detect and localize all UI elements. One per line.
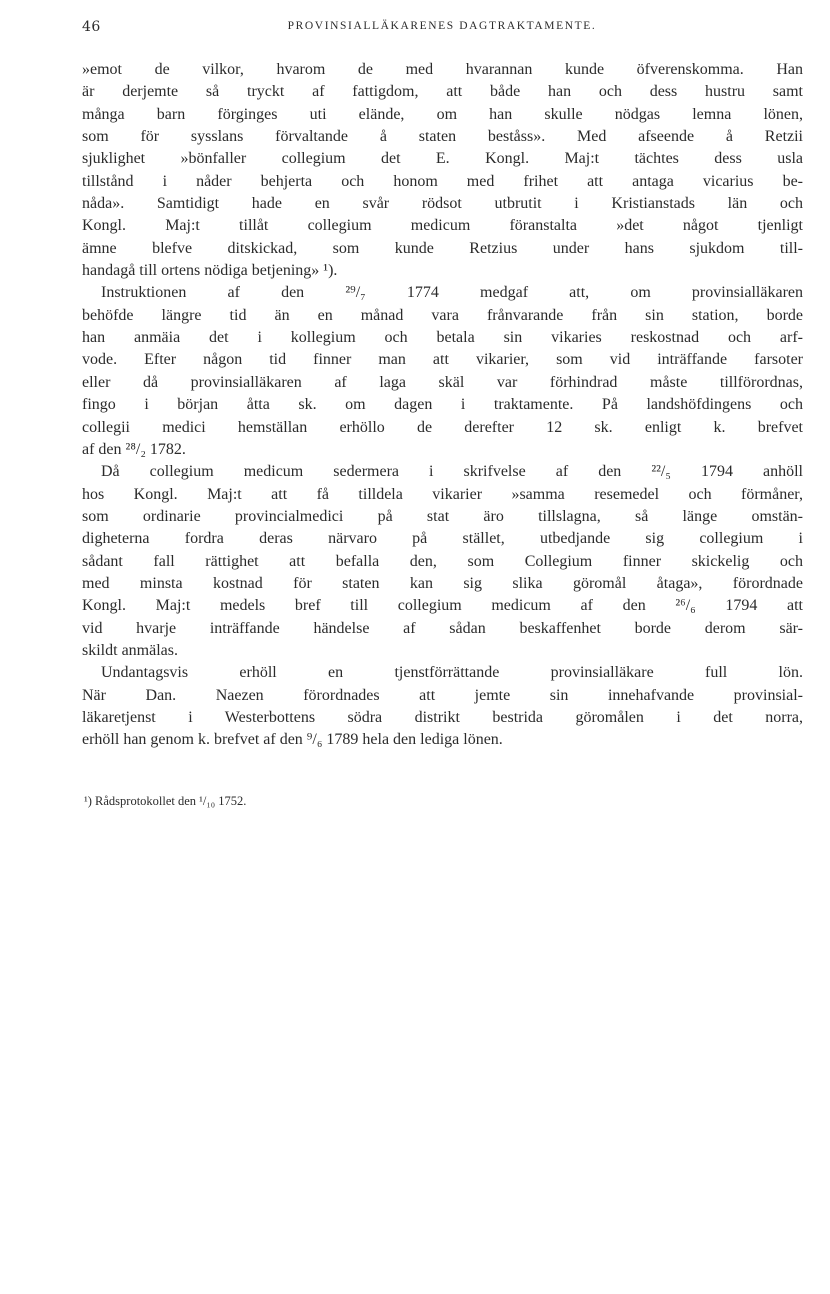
text-line: ämne blefve ditskickad, som kunde Retzius under hans sjukdom till- xyxy=(82,239,803,257)
text-line: läkaretjenst i Westerbottens södra distrikt bestrida göromålen i det norra, xyxy=(82,708,803,726)
paragraph-1 xyxy=(82,59,803,282)
text-line: med minsta kostnad för staten kan sig slika göromål åtaga», förordnade xyxy=(82,574,803,592)
text-line: collegii medici hemställan erhöllo de derefter 12 sk. enligt k. brefvet xyxy=(82,418,803,436)
text-line: som för sysslans förvaltande å staten beståss». Med afseende å Retzii xyxy=(82,128,803,146)
text-line: nåda». Samtidigt hade en svår rödsot utbrutit i Kristianstads län och xyxy=(82,195,803,213)
page-number: 46 xyxy=(82,19,101,35)
text-line: När Dan. Naezen förordnades att jemte sin innehafvande provinsial- xyxy=(82,686,803,704)
text-line: eller då provinsialläkaren af laga skäl var förhindrad måste tillförordnas, xyxy=(82,373,803,391)
paragraph-2 xyxy=(82,282,803,461)
text-line: han anmäia det i kollegium och betala sin vikaries reskostnad och arf- xyxy=(82,329,803,347)
footnote: ¹) Rådsprotokollet den ¹/₁₀ 1752. xyxy=(84,794,247,808)
text-line: tillstånd i nåder behjerta och honom med frihet att antaga vicarius be- xyxy=(82,172,803,190)
text-line: Kongl. Maj:t tillåt collegium medicum föranstalta »det något tjenligt xyxy=(82,217,803,235)
text-line: fingo i början åtta sk. om dagen i traktamente. På landshöfdingens och xyxy=(82,396,803,414)
text-line: sjuklighet »bönfaller collegium det E. Kongl. Maj:t tächtes dess usla xyxy=(82,150,803,168)
text-line: som ordinarie provincialmedici på stat äro tillslagna, så länge omstän- xyxy=(82,507,803,525)
text-line: digheterna fordra deras närvaro på stället, utbedjande sig collegium i xyxy=(82,530,803,548)
paragraph-3 xyxy=(82,461,803,662)
text-line: »emot de vilkor, hvarom de med hvarannan kunde öfverenskomma. Han xyxy=(82,61,803,78)
text-line: Kongl. Maj:t medels bref till collegium medicum af den ²⁶/₆ 1794 att xyxy=(82,597,803,615)
text-line: vid hvarje inträffande händelse af sådan beskaffenhet borde derom sär- xyxy=(82,619,803,637)
paragraph-4 xyxy=(82,662,803,751)
text-line: behöfde längre tid än en månad vara frånvarande från sin station, borde xyxy=(82,306,803,324)
text-line: sådant fall rättighet att befalla den, som Collegium finner skickelig och xyxy=(82,552,803,570)
text-line: Undantagsvis erhöll en tjenstförrättande provinsialläkare full lön. xyxy=(101,664,803,682)
text-line: skildt anmälas. xyxy=(82,641,178,659)
text-line: hos Kongl. Maj:t att få tilldela vikarier »samma resemedel och förmåner, xyxy=(82,485,803,503)
text-line: erhöll han genom k. brefvet af den ⁹/₆ 1789 hela den lediga lönen. xyxy=(82,731,503,749)
text-line: Instruktionen af den ²⁹/₇ 1774 medgaf att, om provinsialläkaren xyxy=(101,284,803,302)
text-line: handagå till ortens nödiga betjening» ¹). xyxy=(82,262,338,280)
text-line: är derjemte så tryckt af fattigdom, att både han och dess hustru samt xyxy=(82,83,803,101)
running-title: PROVINSIALLÄKARENES DAGTRAKTAMENTE. xyxy=(287,20,597,32)
page-header xyxy=(82,19,802,39)
body-text xyxy=(82,59,803,752)
text-line: Då collegium medicum sedermera i skrifvelse af den ²²/₅ 1794 anhöll xyxy=(101,463,803,481)
text-line: af den ²⁸/₂ 1782. xyxy=(82,440,186,458)
text-line: många barn förginges uti elände, om han skulle nödgas lemna lönen, xyxy=(82,105,803,123)
text-line: vode. Efter någon tid finner man att vikarier, som vid inträffande farsoter xyxy=(82,351,803,369)
